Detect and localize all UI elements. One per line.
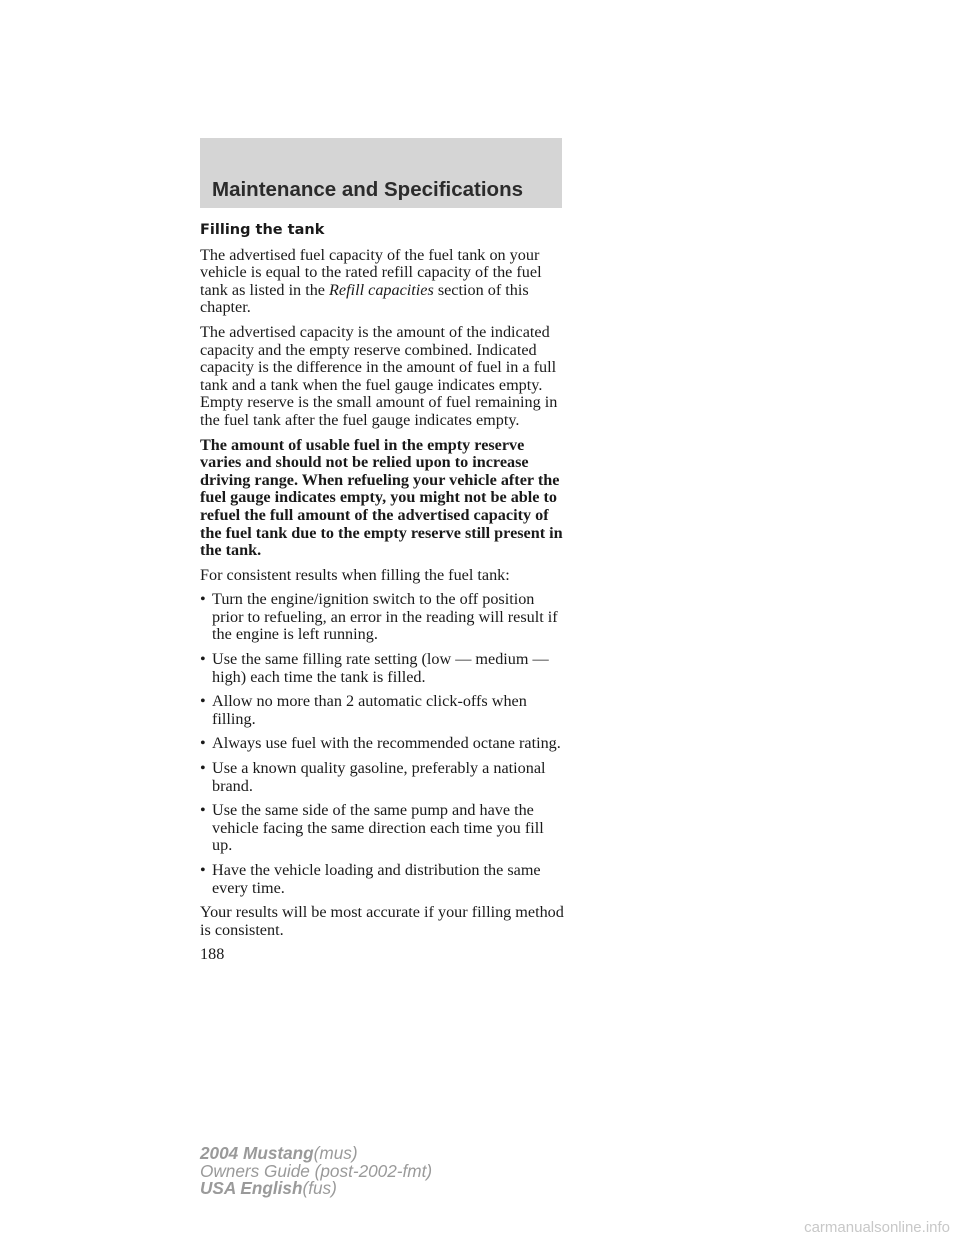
section-title: Maintenance and Specifications (212, 178, 523, 201)
list-item (200, 735, 566, 753)
list-item-text: Turn the engine/ignition switch to the off position prior to refueling, an error in the reading will result if the engine is left running. (212, 590, 558, 644)
paragraph-indicated-capacity: The advertised capacity is the amount of the indicated capacity and the empty reserve combined. Indicated capacity is the difference in the amount of fuel in a full tank and a tank when the fuel gauge indicates empty. Empty reserve is the small amount of fuel remaining in the fuel tank after the fuel gauge indicates empty. (200, 322, 558, 429)
footer-model-name: 2004 Mustang (200, 1143, 314, 1163)
list-item-text: Always use fuel with the recommended octane rating. (212, 734, 561, 753)
bullet-icon: • (200, 692, 206, 711)
bullet-icon: • (200, 759, 206, 778)
paragraph-text: section of this chapter. (200, 280, 529, 317)
footer-language-code: (fus) (302, 1178, 337, 1198)
list-item-text: Have the vehicle loading and distribution the same every time. (212, 861, 541, 897)
bullet-icon: • (200, 590, 206, 609)
page-content (200, 222, 566, 971)
footer-language-name: USA English (200, 1178, 303, 1198)
footer-line-language (200, 1180, 432, 1198)
paragraph-closing: Your results will be most accurate if your filling method is consistent. (200, 903, 564, 939)
paragraph-advertised-capacity (200, 247, 566, 317)
bullet-icon: • (200, 734, 206, 753)
list-item-text: Use a known quality gasoline, preferably a national brand. (212, 759, 546, 795)
bullet-icon: • (200, 861, 206, 879)
heading-filling-the-tank: Filling the tank (200, 222, 325, 238)
footer-model-code: (mus) (313, 1143, 358, 1163)
paragraph-text: The advertised fuel capacity of the fuel tank on your vehicle is equal to the rated refill capacity of the fuel tank as listed in the (200, 245, 542, 299)
list-item (200, 693, 566, 728)
page-number: 188 (200, 945, 225, 964)
refill-capacities-reference: Refill capacities (329, 280, 434, 299)
list-item (200, 760, 566, 795)
list-item (200, 802, 566, 855)
list-item (200, 591, 566, 644)
list-item-text: Use the same filling rate setting (low — medium — high) each time the tank is filled. (212, 650, 549, 686)
list-item (200, 862, 566, 897)
watermark: carmanualsonline.info (804, 1219, 950, 1236)
document-footer (200, 1145, 432, 1198)
list-item (200, 651, 566, 686)
footer-line-model (200, 1145, 432, 1163)
list-item-text: Use the same side of the same pump and have the vehicle facing the same direction each time you fill up. (212, 801, 544, 855)
bullet-icon: • (200, 650, 206, 669)
warning-empty-reserve: The amount of usable fuel in the empty reserve varies and should not be relied upon to increase driving range. When refueling your vehicle after the fuel gauge indicates empty, you might not be able to refuel the full amount of the advertised capacity of the fuel tank due to the empty reserve still present in the tank. (200, 435, 563, 560)
paragraph-intro: For consistent results when filling the fuel tank: (200, 565, 510, 584)
tips-list (200, 591, 566, 897)
footer-line-guide: Owners Guide (post-2002-fmt) (200, 1160, 433, 1181)
list-item-text: Allow no more than 2 automatic click-offs when filling. (212, 692, 527, 728)
bullet-icon: • (200, 801, 206, 820)
